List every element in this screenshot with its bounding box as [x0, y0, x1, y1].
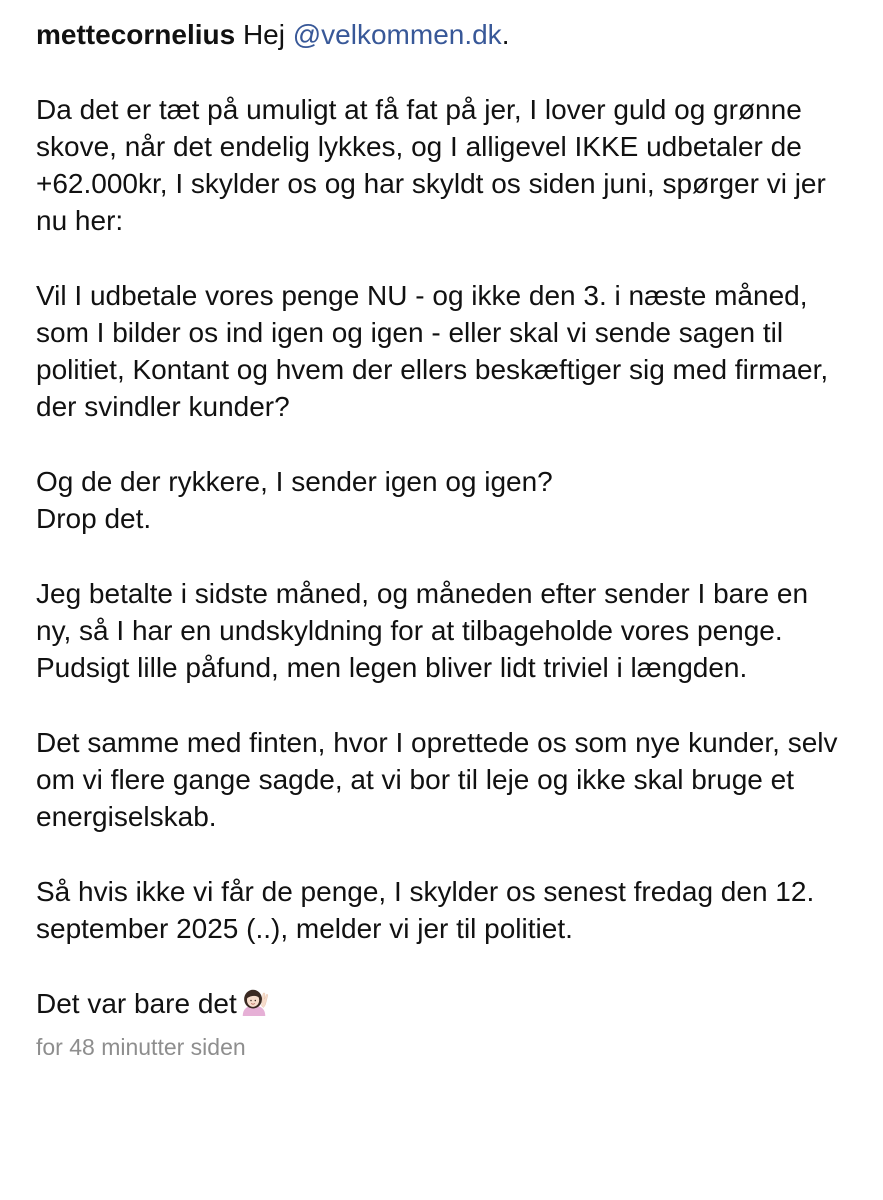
paragraph-line: Drop det.: [36, 503, 152, 534]
greeting-end: .: [501, 19, 510, 50]
comment-header: [36, 16, 847, 53]
paragraph-line: Og de der rykkere, I sender igen og igen?: [36, 466, 553, 497]
paragraph-5: [36, 724, 847, 835]
paragraph-6: [36, 873, 847, 947]
paragraph-3: [36, 463, 847, 537]
timestamp: for 48 minutter siden: [36, 1034, 246, 1060]
paragraph-line: Jeg betalte i sidste måned, og måneden efter sender I bare en ny, så I har en undskyldning for at tilbageholde vores penge.: [36, 578, 809, 646]
paragraph-2: [36, 277, 847, 425]
paragraph-4: [36, 575, 847, 686]
paragraph-text: Da det er tæt på umuligt at få fat på jer, I lover guld og grønne skove, når det endelig lykkes, og I alligevel IKKE udbetaler de +62.000kr, I skylder os og har skyldt os siden juni, spørger vi jer nu her:: [36, 94, 826, 236]
mention-link[interactable]: @velkommen.dk: [292, 19, 502, 50]
closing-line: [36, 985, 847, 1022]
closing-text: Det var bare det: [36, 988, 237, 1019]
paragraph-text: Så hvis ikke vi får de penge, I skylder os senest fredag den 12. september 2025 (..), melder vi jer til politiet.: [36, 876, 815, 944]
username[interactable]: mettecornelius: [36, 19, 236, 50]
woman-raising-hand-emoji: [239, 986, 269, 1016]
greeting: Hej: [242, 19, 285, 50]
paragraph-line: Pudsigt lille påfund, men legen bliver lidt triviel i længden.: [36, 652, 748, 683]
paragraph-1: [36, 91, 847, 239]
paragraph-text: Vil I udbetale vores penge NU - og ikke den 3. i næste måned, som I bilder os ind igen og igen - eller skal vi sende sagen til politiet, Kontant og hvem der ellers beskæftiger sig med firmaer, der svindler kunder?: [36, 280, 829, 422]
paragraph-text: Det samme med finten, hvor I oprettede os som nye kunder, selv om vi flere gange sagde, at vi bor til leje og ikke skal bruge et energiselskab.: [36, 727, 838, 832]
